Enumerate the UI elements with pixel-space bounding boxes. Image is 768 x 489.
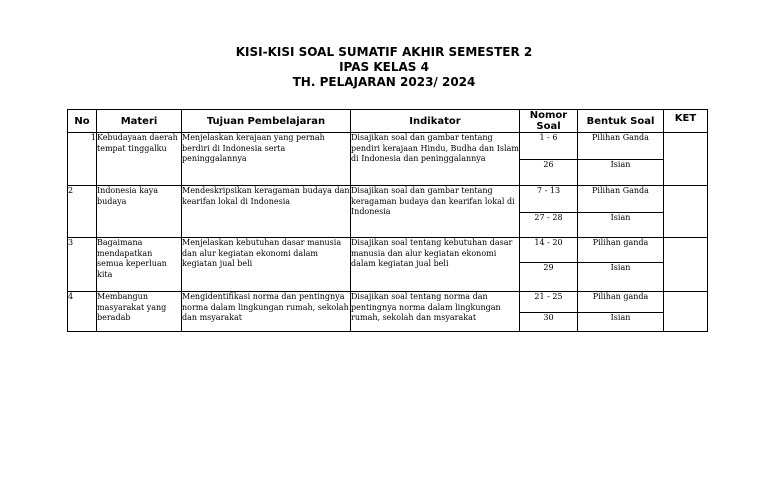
- cell-nomor-soal: 30: [520, 313, 578, 332]
- header-nomor-soal-line1: Nomor: [529, 110, 568, 121]
- header-tujuan: Tujuan Pembelajaran: [182, 110, 351, 133]
- cell-bentuk-soal: Isian: [578, 160, 664, 186]
- header-ket: KET: [664, 110, 708, 133]
- cell-bentuk-soal: Pilihan Ganda: [578, 133, 664, 160]
- table-row: [68, 292, 708, 313]
- cell-nomor-soal: 27 - 28: [520, 213, 578, 238]
- header-indikator: Indikator: [351, 110, 520, 133]
- cell-nomor-soal: 21 - 25: [520, 292, 578, 313]
- cell-indikator: Disajikan soal dan gambar tentang keragaman budaya dan kearifan lokal di Indonesia: [351, 186, 520, 238]
- document-subtitle-class: IPAS KELAS 4: [339, 60, 429, 74]
- cell-tujuan: Menjelaskan kerajaan yang pernah berdiri di Indonesia serta peninggalannya: [182, 133, 351, 186]
- kisi-kisi-table: [67, 109, 708, 332]
- cell-nomor-soal: 1 - 6: [520, 133, 578, 160]
- cell-bentuk-soal: Pilihan ganda: [578, 292, 664, 313]
- table-header-row: [68, 110, 708, 133]
- cell-materi: Kebudayaan daerah tempat tinggalku: [97, 133, 182, 186]
- cell-nomor-soal: 14 - 20: [520, 238, 578, 263]
- cell-bentuk-soal: Isian: [578, 313, 664, 332]
- cell-tujuan: Menjelaskan kebutuhan dasar manusia dan alur kegiatan ekonomi dalam kegiatan jual beli: [182, 238, 351, 292]
- cell-ket: [664, 292, 708, 332]
- cell-nomor-soal: 26: [520, 160, 578, 186]
- cell-nomor-soal: 29: [520, 263, 578, 292]
- header-bentuk-soal: Bentuk Soal: [578, 110, 664, 133]
- cell-bentuk-soal: Pilihan ganda: [578, 238, 664, 263]
- cell-no: 3: [68, 238, 97, 292]
- header-nomor-soal-line2: Soal: [536, 121, 561, 132]
- cell-ket: [664, 186, 708, 238]
- cell-bentuk-soal: Isian: [578, 263, 664, 292]
- cell-indikator: Disajikan soal tentang norma dan pentingnya norma dalam lingkungan rumah, sekolah dan msyarakat: [351, 292, 520, 332]
- cell-tujuan: Mendeskripsikan keragaman budaya dan kearifan lokal di Indonesia: [182, 186, 351, 238]
- cell-materi: Membangun masyarakat yang beradab: [97, 292, 182, 332]
- cell-ket: [664, 238, 708, 292]
- cell-materi: Bagaimana mendapatkan semua keperluan kita: [97, 238, 182, 292]
- table-row: [68, 133, 708, 160]
- cell-no: 1: [68, 133, 97, 186]
- cell-no: 4: [68, 292, 97, 332]
- cell-materi: Indonesia kaya budaya: [97, 186, 182, 238]
- cell-nomor-soal: 7 - 13: [520, 186, 578, 213]
- document-title: KISI-KISI SOAL SUMATIF AKHIR SEMESTER 2: [235, 45, 533, 59]
- header-nomor-soal: [520, 110, 578, 133]
- table-row: [68, 186, 708, 213]
- header-materi: Materi: [97, 110, 182, 133]
- cell-bentuk-soal: Isian: [578, 213, 664, 238]
- cell-bentuk-soal: Pilihan Ganda: [578, 186, 664, 213]
- cell-no: 2: [68, 186, 97, 238]
- document-subtitle-year: TH. PELAJARAN 2023/ 2024: [292, 75, 476, 89]
- cell-ket: [664, 133, 708, 186]
- cell-indikator: Disajikan soal tentang kebutuhan dasar manusia dan alur kegiatan ekonomi dalam kegiatan jual beli: [351, 238, 520, 292]
- table-row: [68, 238, 708, 263]
- cell-tujuan: Mengidentifikasi norma dan pentingnya norma dalam lingkungan rumah, sekolah dan msyarakat: [182, 292, 351, 332]
- cell-indikator: Disajikan soal dan gambar tentang pendiri kerajaan Hindu, Budha dan Islam di Indonesia dan peninggalannya: [351, 133, 520, 186]
- header-no: No: [68, 110, 97, 133]
